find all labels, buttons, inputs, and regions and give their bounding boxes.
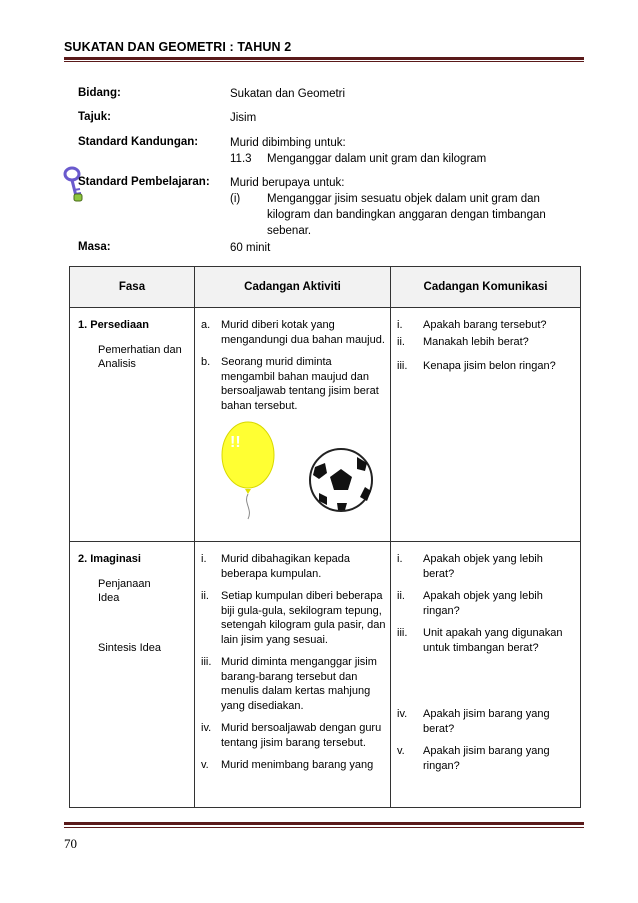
header-cadangan-komunikasi: Cadangan Komunikasi bbox=[391, 267, 581, 308]
item-marker: iv. bbox=[397, 708, 408, 720]
komunikasi-cell bbox=[391, 542, 581, 808]
item-text: Apakah jisim barang yang ringan? bbox=[423, 745, 550, 772]
page-number: 70 bbox=[64, 836, 77, 851]
list-item bbox=[201, 721, 386, 750]
standard-pembelajaran-value bbox=[230, 175, 562, 239]
footer-rule-thin bbox=[64, 827, 584, 828]
item-text: Unit apakah yang digunakan untuk timbangan berat? bbox=[423, 627, 563, 654]
item-marker: a. bbox=[201, 319, 211, 331]
standard-pembelajaran-label: Standard Pembelajaran: bbox=[78, 176, 210, 188]
table-row bbox=[70, 542, 581, 808]
list-item bbox=[397, 589, 576, 618]
aktiviti-cell bbox=[195, 308, 391, 542]
svg-text:!!: !! bbox=[230, 434, 241, 451]
list-item bbox=[397, 359, 576, 374]
masa-value: 60 minit bbox=[230, 242, 271, 254]
tajuk-value: Jisim bbox=[230, 112, 257, 124]
fasa-subtitle: Penjanaan Idea bbox=[98, 577, 151, 604]
item-marker: ii. bbox=[201, 590, 209, 602]
standard-pembelajaran-text: Menganggar jisim sesuatu objek dalam unit gram dan kilogram dan bandingkan anggaran dengan timbangan sebenar. bbox=[267, 193, 546, 237]
header-rule-thin bbox=[64, 61, 584, 62]
item-text: Murid bersoaljawab dengan guru tentang jisim barang tersebut. bbox=[221, 722, 382, 749]
standard-kandungan-value bbox=[230, 135, 567, 167]
item-marker: ii. bbox=[397, 335, 405, 348]
fasa-cell bbox=[70, 542, 195, 808]
item-marker: iii. bbox=[397, 627, 408, 639]
standard-pembelajaran-intro: Murid berupaya untuk: bbox=[230, 177, 345, 189]
item-marker: i. bbox=[201, 553, 207, 565]
fasa-cell bbox=[70, 308, 195, 542]
item-marker: b. bbox=[201, 356, 211, 368]
table-header-row bbox=[70, 267, 581, 308]
yellow-balloon-image bbox=[215, 421, 285, 521]
list-item bbox=[397, 335, 576, 350]
list-item bbox=[397, 552, 576, 581]
standard-kandungan-label: Standard Kandungan: bbox=[78, 136, 199, 148]
list-item bbox=[201, 552, 386, 581]
fasa-title: 2. Imaginasi bbox=[78, 553, 141, 565]
bidang-value: Sukatan dan Geometri bbox=[230, 88, 346, 100]
list-item bbox=[201, 758, 386, 773]
fasa-title: 1. Persediaan bbox=[78, 319, 149, 331]
item-text: Apakah objek yang lebih ringan? bbox=[423, 590, 543, 617]
item-marker: v. bbox=[201, 759, 209, 771]
list-item bbox=[201, 589, 386, 647]
illustration bbox=[201, 421, 386, 521]
item-text: Kenapa jisim belon ringan? bbox=[423, 360, 556, 372]
item-marker: iv. bbox=[201, 722, 212, 734]
masa-label: Masa: bbox=[78, 241, 111, 253]
item-text: Seorang murid diminta mengambil bahan maujud dan bersoaljawab tentang jisim berat bahan tersebut. bbox=[221, 356, 379, 412]
item-marker: i. bbox=[397, 319, 403, 331]
header-cadangan-aktiviti: Cadangan Aktiviti bbox=[195, 267, 391, 308]
list-item bbox=[201, 655, 386, 713]
item-text: Murid menimbang barang yang bbox=[221, 759, 374, 771]
item-marker: ii. bbox=[397, 590, 405, 602]
item-text: Murid diberi kotak yang mengandungi dua bahan maujud. bbox=[221, 319, 385, 346]
standard-kandungan-number: 11.3 bbox=[230, 153, 252, 165]
document-header: SUKATAN DAN GEOMETRI : TAHUN 2 bbox=[64, 40, 292, 54]
table-row bbox=[70, 308, 581, 542]
list-item bbox=[397, 626, 576, 655]
item-marker: v. bbox=[397, 745, 405, 757]
aktiviti-cell bbox=[195, 542, 391, 808]
footer-rule bbox=[64, 822, 584, 825]
list-item bbox=[201, 318, 386, 347]
item-marker: iii. bbox=[397, 360, 408, 372]
item-text: Murid dibahagikan kepada beberapa kumpulan. bbox=[221, 553, 351, 580]
item-marker: i. bbox=[397, 553, 403, 565]
item-text: Apakah jisim barang yang berat? bbox=[423, 708, 550, 735]
bidang-label: Bidang: bbox=[78, 87, 121, 99]
header-rule bbox=[64, 57, 584, 60]
item-text: Murid diminta menganggar jisim barang-barang tersebut dan menulis dalam kertas mahjung yang disediakan. bbox=[221, 656, 377, 712]
fasa-subtitle: Pemerhatian dan Analisis bbox=[98, 343, 182, 370]
item-text: Apakah objek yang lebih berat? bbox=[423, 553, 543, 580]
list-item bbox=[397, 707, 576, 736]
item-marker: iii. bbox=[201, 656, 212, 668]
item-text: Apakah barang tersebut? bbox=[423, 319, 547, 331]
list-item bbox=[397, 318, 576, 333]
fasa-subtitle: Sintesis Idea bbox=[98, 641, 161, 654]
standard-kandungan-intro: Murid dibimbing untuk: bbox=[230, 137, 346, 149]
soccer-ball-image bbox=[305, 447, 377, 513]
komunikasi-cell bbox=[391, 308, 581, 542]
tajuk-label: Tajuk: bbox=[78, 111, 112, 123]
list-item bbox=[201, 355, 386, 413]
standard-kandungan-text: Menganggar dalam unit gram dan kilogram bbox=[267, 153, 487, 165]
header-fasa: Fasa bbox=[70, 267, 195, 308]
lesson-table bbox=[69, 266, 581, 808]
item-text: Manakah lebih berat? bbox=[423, 335, 529, 348]
standard-pembelajaran-number: (i) bbox=[230, 193, 241, 205]
item-text: Setiap kumpulan diberi beberapa biji gula-gula, sekilogram tepung, setengah kilogram gula pasir, dan lain jisim yang sesuai. bbox=[221, 590, 386, 646]
list-item bbox=[397, 744, 576, 773]
